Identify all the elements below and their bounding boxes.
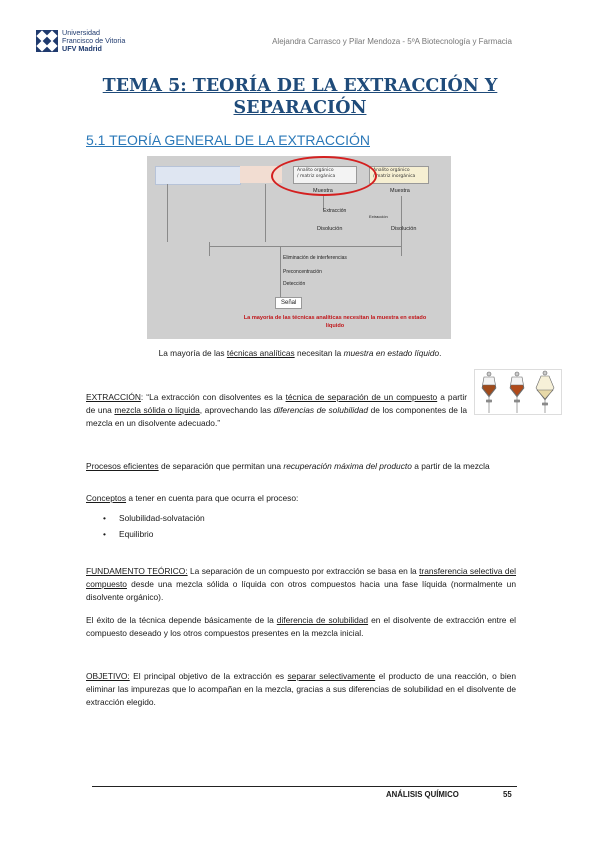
footer-divider <box>92 786 517 787</box>
diagram-disolucion-2: Disolución <box>391 226 417 232</box>
diagram-red-note: La mayoría de las técnicas analíticas necesitan la muestra en estado líquido <box>243 315 427 329</box>
footer-subject: ANÁLISIS QUÍMICO <box>386 790 459 799</box>
figure-caption: La mayoría de las técnicas analíticas necesitan la muestra en estado líquido. <box>158 348 442 358</box>
funnel-icon <box>510 372 524 413</box>
objetivo-paragraph: OBJETIVO: El principal objetivo de la extracción es separar selectivamente el producto de una reacción, o bien eliminar las impurezas que lo acompañan en la mezcla, gracias a sus diferencias de solubilidad en el disolvente de extracción elegido. <box>86 671 516 707</box>
extraccion-paragraph: EXTRACCIÓN: “La extracción con disolventes es la técnica de separación de un compuesto a partir de una mezcla sólida o líquida, aprovechando las diferencias de solubilidad de los componentes de la mezcla en un disolvente adecuado.” <box>86 392 468 428</box>
logo-mark-icon <box>36 30 58 52</box>
diagram-preconcentracion: Preconcentración <box>283 269 322 275</box>
page-title: TEMA 5: TEORÍA DE LA EXTRACCIÓN Y SEPARACIÓN <box>102 76 498 118</box>
diagram-extraccion: Extracción <box>323 208 347 214</box>
diagram-eliminacion: Eliminación de interferencias <box>283 255 347 261</box>
funnel-icon <box>482 372 496 413</box>
diagram-disolucion-1: Disolución <box>317 226 343 232</box>
diagram-extraccion-small: Extracción <box>369 214 388 219</box>
conceptos-list <box>103 512 205 541</box>
list-item: • Equilibrio <box>103 528 205 541</box>
exito-paragraph: El éxito de la técnica depende básicamente de la diferencia de solubilidad en el disolvente de extracción entre el compuesto deseado y los otros compuestos presentes en la mezcla inicial. <box>86 615 516 638</box>
section-title: 5.1 TEORÍA GENERAL DE LA EXTRACCIÓN <box>86 132 370 148</box>
list-item: • Solubilidad-solvatación <box>103 512 205 525</box>
page-number: 55 <box>503 790 512 799</box>
diagram-deteccion: Detección <box>283 281 306 287</box>
funnel-icon <box>536 371 554 413</box>
university-logo <box>36 30 136 58</box>
procesos-paragraph: Procesos eficientes de separación que permitan una recuperación máxima del producto a partir de la mezcla <box>86 461 490 471</box>
separatory-funnels-image <box>474 369 562 415</box>
diagram-muestra-1: Muestra <box>313 188 333 194</box>
diagram-bar-blue <box>155 166 241 185</box>
diagram-box-analito-inorganico: Analito orgánico / matriz inorgánica <box>369 166 429 184</box>
fundamento-paragraph: FUNDAMENTO TEÓRICO: La separación de un compuesto por extracción se basa en la transferencia selectiva del compuesto desde una mezcla sólida o líquida con otros compuestos hacia una fase líquida (normalmente un disolvente orgánico). <box>86 566 517 602</box>
extraction-diagram <box>147 156 451 339</box>
diagram-muestra-2: Muestra <box>390 188 410 194</box>
diagram-senal: Señal <box>275 297 302 309</box>
logo-text: Universidad Francisco de Vitoria UFV Madrid <box>62 28 126 53</box>
conceptos-paragraph: Conceptos a tener en cuenta para que ocurra el proceso: <box>86 493 299 503</box>
diagram-box-analito-organico: Analito orgánico / matriz orgánica <box>293 166 357 184</box>
header-authors: Alejandra Carrasco y Pilar Mendoza - 5ºA Biotecnología y Farmacia <box>272 37 512 46</box>
